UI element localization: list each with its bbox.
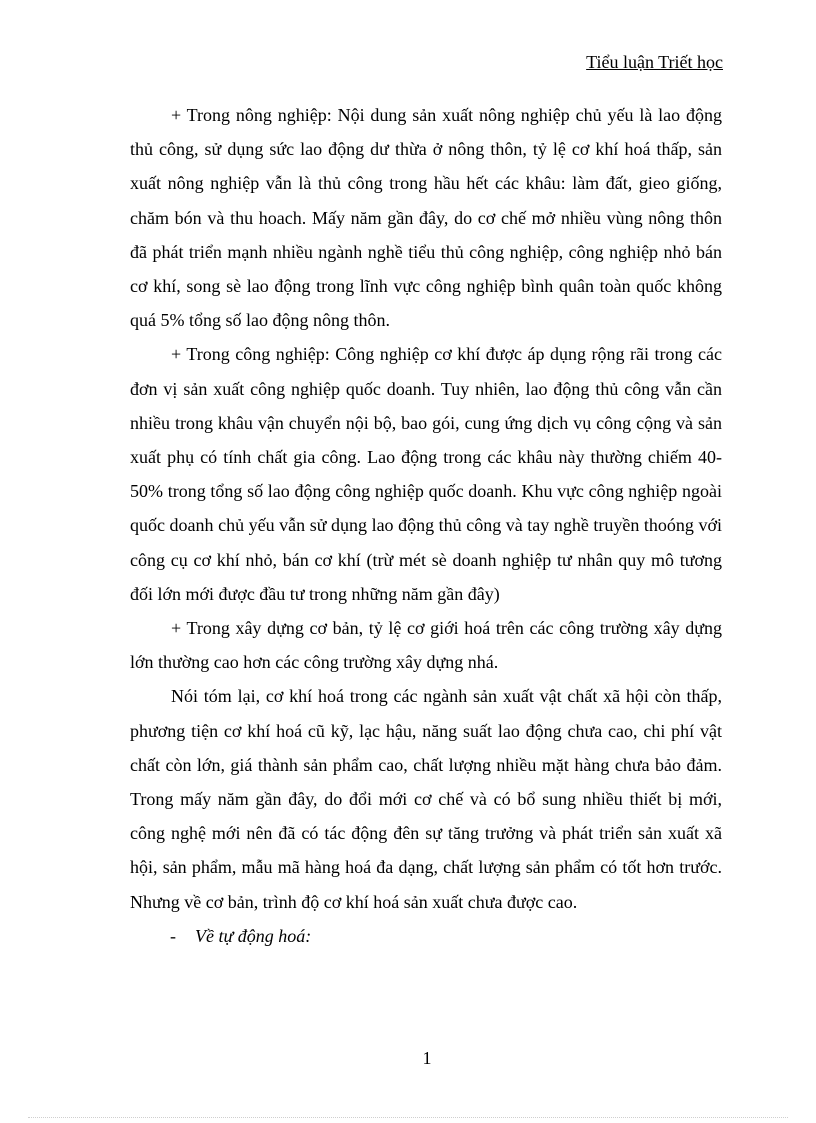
document-header-title: Tiểu luận Triết học [586,52,723,72]
page-bottom-divider [28,1117,788,1118]
paragraph-construction: + Trong xây dựng cơ bản, tỷ lệ cơ giới hoá trên các công trường xây dựng lớn thường cao hơn các công trường xây dựng nhá. [130,618,722,673]
paragraph-summary: Nói tóm lại, cơ khí hoá trong các ngành sản xuất vật chất xã hội còn thấp, phương tiện cơ khí hoá cũ kỹ, lạc hậu, năng suất lao động chưa cao, chi phí vật chất còn lớn, giá thành sản phẩm cao, chất lượng nhiều mặt hàng chưa bảo đảm. Trong mấy năm gần đây, do đổi mới cơ chế và có bổ sung nhiều thiết bị mới, công nghệ mới nên đã có tác động đên sự tăng trưởng và phát triển sản xuất xã hội, sản phẩm, mẫu mã hàng hoá đa dạng, chất lượng sản phẩm có tốt hơn trước. Nhưng về cơ bản, trình độ cơ khí hoá sản xuất chưa được cao. [130,686,722,912]
list-marker: - [170,925,176,946]
page-number: 1 [422,1048,432,1068]
paragraph-industry: + Trong công nghiệp: Công nghiệp cơ khí được áp dụng rộng rãi trong các đơn vị sản xuất công nghiệp quốc doanh. Tuy nhiên, lao động thủ công vẫn cần nhiều trong khâu vận chuyển nội bộ, bao gói, cung ứng dịch vụ công cộng và sản xuất phụ có tính chất gia công. Lao động trong các khâu này thường chiếm 40-50% trong tổng số lao động công nghiệp quốc doanh. Khu vực công nghiệp ngoài quốc doanh chủ yếu vẫn sử dụng lao động thủ công và tay nghề truyền thoóng với công cụ cơ khí nhỏ, bán cơ khí (trừ mét sè doanh nghiệp tư nhân quy mô tương đối lớn mới được đầu tư trong những năm gần đây) [130,344,722,604]
list-item-automation [130,919,722,953]
document-body [130,98,722,953]
paragraph-agriculture: + Trong nông nghiệp: Nội dung sản xuất nông nghiệp chủ yếu là lao động thủ công, sử dụng sức lao động dư thừa ở nông thôn, tỷ lệ cơ khí hoá thấp, sản xuất nông nghiệp vẫn là thủ công trong hầu hết các khâu: làm đất, gieo giống, chăm bón và thu hoach. Mấy năm gần đây, do cơ chế mở nhiều vùng nông thôn đã phát triển mạnh nhiều ngành nghề tiểu thủ công nghiệp, công nghiệp nhỏ bán cơ khí, song sè lao động trong lĩnh vực công nghiệp bình quân toàn quốc không quá 5% tổng số lao động nông thôn. [130,105,722,331]
list-item-text: Về tự động hoá: [195,925,312,946]
